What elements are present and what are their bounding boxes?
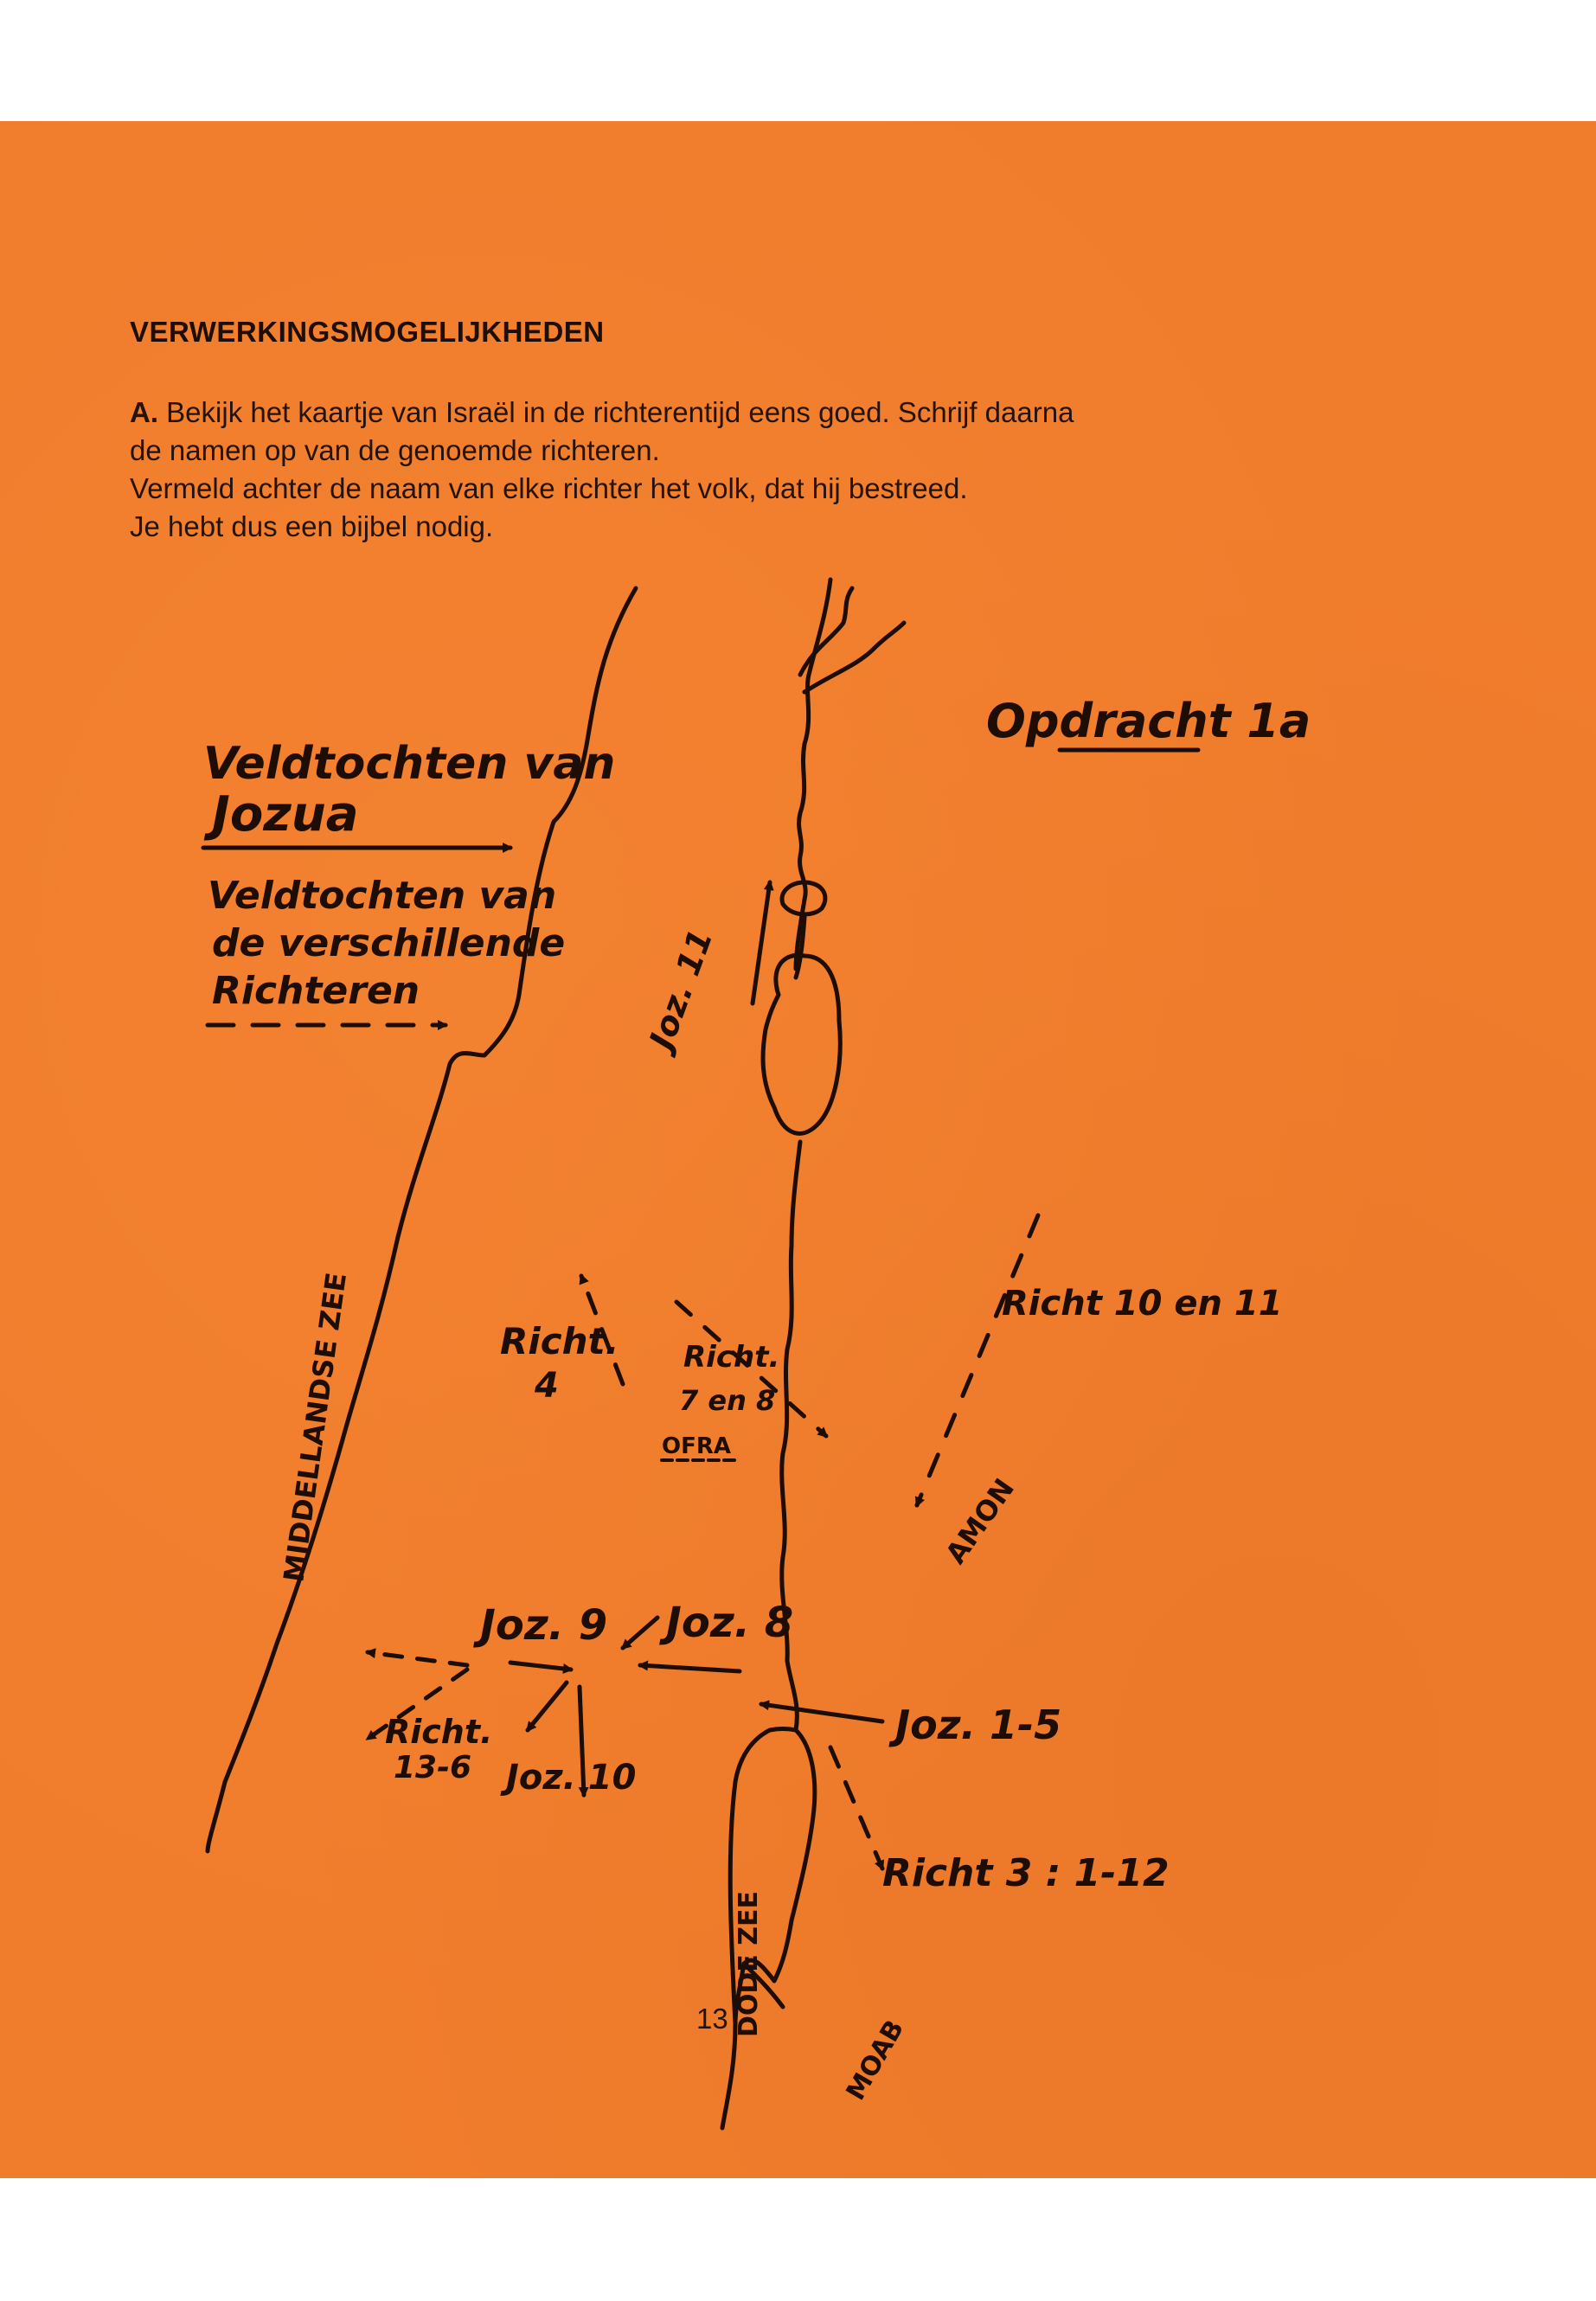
label-joz1-5: Joz. 1-5 — [895, 1702, 1062, 1748]
label-richt13-b: 13-6 — [394, 1750, 472, 1785]
label-amon: AMON — [939, 1472, 1021, 1570]
legend-judges-line3: Richteren — [212, 969, 420, 1013]
label-richt10en11: Richt 10 en 11 — [1002, 1284, 1283, 1324]
dead-sea-south — [722, 2024, 735, 2128]
label-joz10: Joz. 10 — [506, 1758, 637, 1798]
orange-page — [0, 121, 1596, 2178]
instruction-line-2: de namen op van de genoemde richteren. — [130, 434, 660, 466]
arrow-joz8 — [640, 1665, 740, 1671]
arrow-richt3 — [830, 1747, 882, 1868]
label-joz11: Joz. 11 — [642, 924, 721, 1054]
map-title: Opdracht 1a — [986, 694, 1311, 748]
legend-judges-line2: de verschillende — [212, 921, 566, 965]
arrow-joz11 — [753, 882, 770, 1003]
instruction-line-4: Je hebt dus een bijbel nodig. — [130, 510, 494, 542]
arrow-joz1-5 — [761, 1704, 882, 1721]
label-richt4-a: Richt. — [500, 1320, 619, 1362]
legend-joshua-line2: Jozua — [212, 786, 359, 843]
label-richt13-a: Richt. — [385, 1713, 493, 1751]
israel-judges-map — [0, 121, 1596, 2178]
arrow-joz9-dashed — [368, 1652, 467, 1665]
label-ofra: OFRA — [662, 1433, 732, 1459]
label-richt3: Richt 3 : 1-12 — [882, 1851, 1170, 1895]
arrow-richt10 — [917, 1215, 1038, 1505]
label-richt7en8-b: 7 en 8 — [679, 1384, 776, 1417]
jordan-river — [796, 580, 830, 969]
label-richt7en8-a: Richt. — [683, 1340, 780, 1375]
mediterranean-sea-label: MIDDELLANDSE ZEE — [277, 1270, 354, 1585]
dead-sea-label: DODE ZEE — [734, 1891, 764, 2037]
arrow-joz8-down — [623, 1618, 657, 1648]
label-joz8: Joz. 8 — [666, 1599, 794, 1647]
exercise-label: A. — [130, 396, 158, 428]
label-moab: MOAB — [840, 2015, 911, 2106]
sea-of-galilee — [763, 955, 840, 1133]
label-joz9: Joz. 9 — [480, 1601, 608, 1650]
page-heading: VERWERKINGSMOGELIJKHEDEN — [130, 316, 605, 348]
legend-judges-line1: Veldtochten van — [208, 874, 557, 918]
instruction-text-1: Bekijk het kaartje van Israël in de richterentijd eens goed. Schrijf daarna — [166, 396, 1074, 428]
instruction-line-3: Vermeld achter de naam van elke richter het volk, dat hij bestreed. — [130, 472, 968, 504]
page-number: 13 — [696, 2003, 728, 2035]
arrow-down-left — [528, 1682, 567, 1730]
legend-joshua-line1: Veldtochten van — [203, 738, 616, 790]
arrow-joz9 — [510, 1663, 571, 1670]
label-richt4-b: 4 — [535, 1366, 559, 1406]
